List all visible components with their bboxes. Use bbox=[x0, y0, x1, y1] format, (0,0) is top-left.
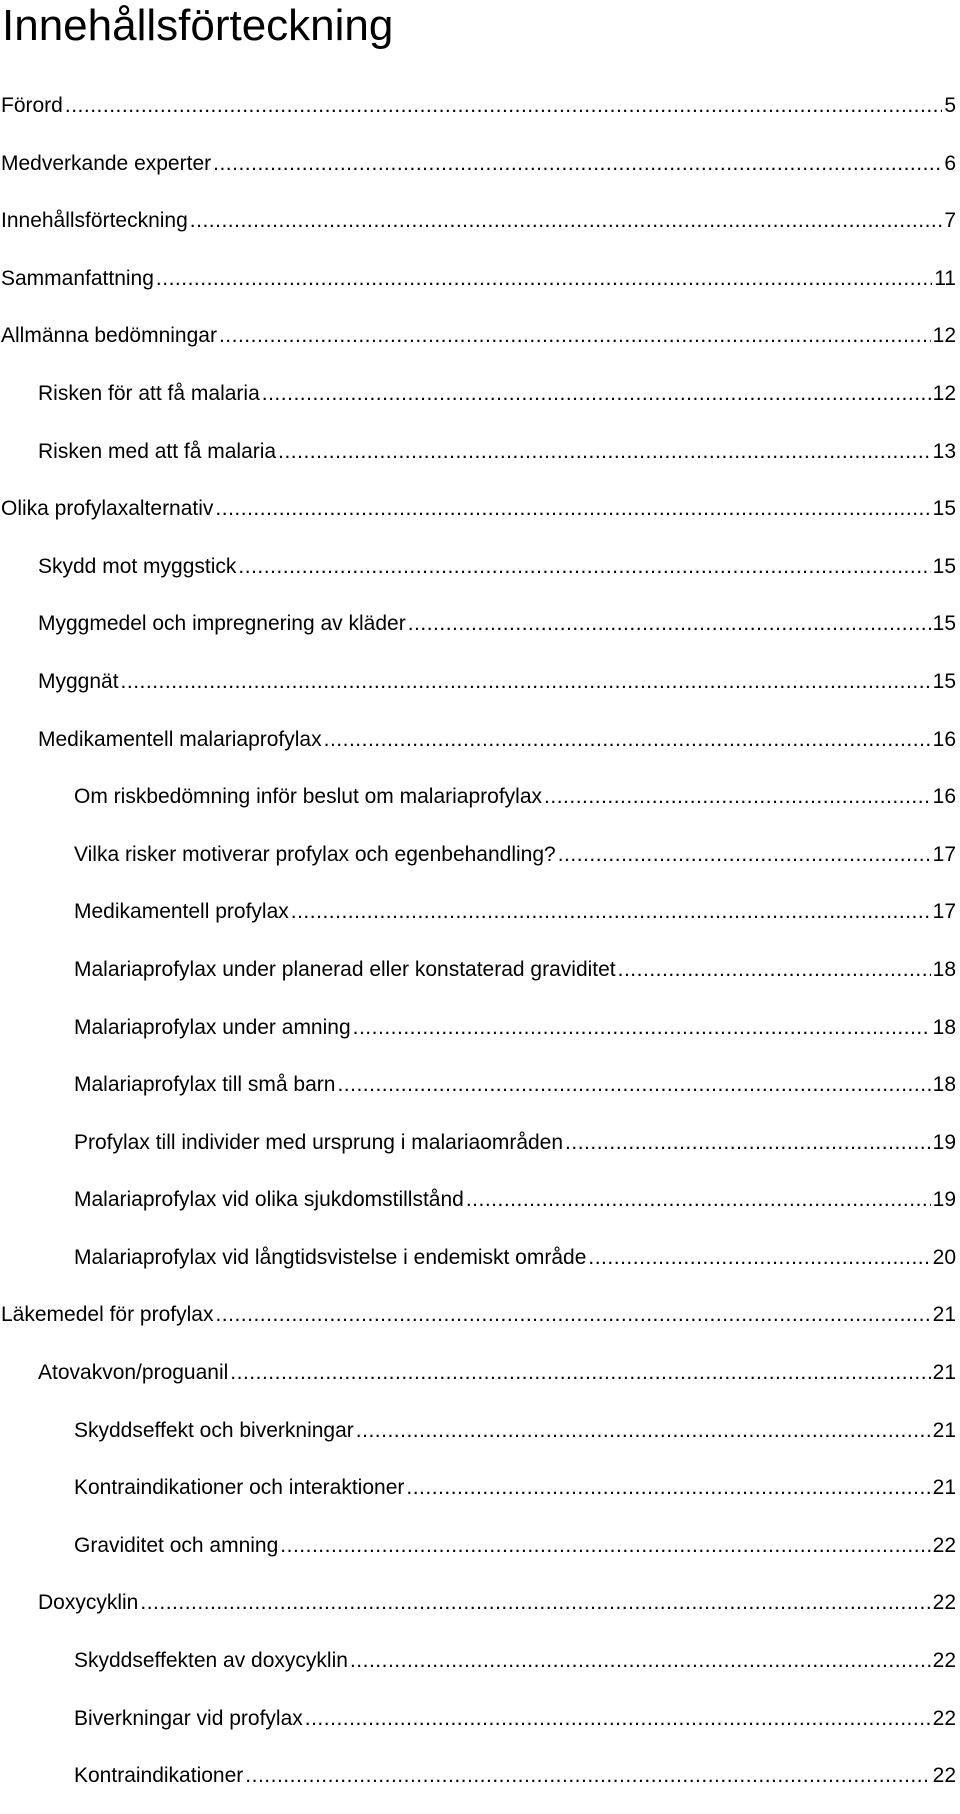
toc-entry-title: Biverkningar vid profylax bbox=[74, 1706, 303, 1730]
dot-leader bbox=[215, 1303, 930, 1327]
toc-entry[interactable] bbox=[0, 1583, 960, 1641]
toc-entry-title: Myggmedel och impregnering av kläder bbox=[38, 612, 406, 636]
toc-entry-page-number: 5 bbox=[944, 94, 956, 117]
dot-leader bbox=[466, 1188, 931, 1212]
toc-entry-page-number: 20 bbox=[932, 1245, 956, 1269]
toc-entry-page-number: 15 bbox=[932, 554, 956, 578]
dot-leader bbox=[618, 958, 931, 982]
toc-entry-title: Doxycyklin bbox=[38, 1591, 139, 1615]
toc-entry-page-number: 21 bbox=[932, 1303, 956, 1327]
toc-entry-page-number: 19 bbox=[932, 1188, 956, 1212]
toc-entry[interactable] bbox=[0, 777, 960, 835]
toc-entry[interactable] bbox=[0, 604, 960, 662]
dot-leader bbox=[353, 1016, 931, 1040]
toc-entry-title: Kontraindikationer och interaktioner bbox=[74, 1476, 405, 1500]
toc-entry-page-number: 12 bbox=[932, 381, 956, 405]
dot-leader bbox=[262, 382, 931, 406]
toc-entry-page-number: 15 bbox=[932, 497, 956, 521]
dot-leader bbox=[245, 1764, 930, 1788]
toc-entry-page-number: 18 bbox=[932, 1015, 956, 1039]
dot-leader bbox=[238, 555, 930, 579]
toc-entry[interactable] bbox=[0, 547, 960, 605]
toc-entry[interactable] bbox=[0, 1756, 960, 1814]
toc-entry[interactable] bbox=[0, 1641, 960, 1699]
toc-entry-title: Läkemedel för profylax bbox=[1, 1303, 214, 1327]
dot-leader bbox=[305, 1707, 931, 1731]
toc-entry-page-number: 16 bbox=[932, 785, 956, 809]
toc-entry[interactable] bbox=[0, 144, 960, 202]
toc-entry-title: Skyddseffekten av doxycyklin bbox=[74, 1649, 348, 1673]
toc-entry[interactable] bbox=[0, 950, 960, 1008]
page-title: Innehållsförteckning bbox=[2, 1, 394, 50]
dot-leader bbox=[280, 1534, 930, 1558]
dot-leader bbox=[140, 1591, 930, 1615]
toc-entry[interactable] bbox=[0, 892, 960, 950]
dot-leader bbox=[356, 1419, 931, 1443]
toc-entry[interactable] bbox=[0, 1065, 960, 1123]
toc-entry[interactable] bbox=[0, 201, 960, 259]
dot-leader bbox=[156, 267, 932, 291]
toc-entry[interactable] bbox=[0, 1699, 960, 1757]
dot-leader bbox=[121, 670, 931, 694]
toc-entry-page-number: 22 bbox=[932, 1591, 956, 1615]
toc-entry-title: Innehållsförteckning bbox=[1, 209, 188, 233]
dot-leader bbox=[588, 1246, 930, 1270]
dot-leader bbox=[565, 1131, 931, 1155]
toc-entry[interactable] bbox=[0, 1180, 960, 1238]
dot-leader bbox=[337, 1073, 930, 1097]
toc-entry-title: Malariaprofylax vid långtidsvistelse i endemiskt område bbox=[74, 1245, 587, 1269]
toc-entry-title: Risken för att få malaria bbox=[38, 381, 260, 405]
toc-entry-title: Kontraindikationer bbox=[74, 1764, 244, 1788]
toc-entry-page-number: 21 bbox=[932, 1476, 956, 1500]
toc-entry-page-number: 21 bbox=[932, 1361, 956, 1385]
toc-entry-page-number: 18 bbox=[932, 1073, 956, 1097]
toc-entry[interactable] bbox=[0, 720, 960, 778]
toc-entry[interactable] bbox=[0, 1008, 960, 1066]
toc-entry-title: Atovakvon/proguanil bbox=[38, 1361, 229, 1385]
toc-entry[interactable] bbox=[0, 1295, 960, 1353]
dot-leader bbox=[213, 152, 942, 176]
toc-entry-title: Skydd mot myggstick bbox=[38, 554, 237, 578]
toc-entry-title: Malariaprofylax under planerad eller konstaterad graviditet bbox=[74, 957, 616, 981]
toc-entry-title: Om riskbedömning inför beslut om malariaprofylax bbox=[74, 785, 543, 809]
dot-leader bbox=[406, 1476, 930, 1500]
toc-entry-page-number: 12 bbox=[932, 324, 956, 348]
toc-entry-page-number: 11 bbox=[934, 266, 956, 290]
toc-entry[interactable] bbox=[0, 489, 960, 547]
toc-entry[interactable] bbox=[0, 1411, 960, 1469]
toc-entry-title: Medikamentell malariaprofylax bbox=[38, 727, 322, 751]
toc-entry-title: Risken med att få malaria bbox=[38, 439, 277, 463]
toc-entry-page-number: 15 bbox=[932, 669, 956, 693]
toc-entry[interactable] bbox=[0, 374, 960, 432]
toc-entry-page-number: 18 bbox=[932, 957, 956, 981]
toc-entry-title: Sammanfattning bbox=[1, 266, 154, 290]
dot-leader bbox=[230, 1361, 930, 1385]
toc-entry-page-number: 17 bbox=[932, 900, 956, 924]
toc-entry-title: Förord bbox=[1, 94, 63, 117]
toc-entry-title: Graviditet och amning bbox=[74, 1533, 279, 1557]
dot-leader bbox=[544, 785, 931, 809]
toc-entry-title: Olika profylaxalternativ bbox=[1, 497, 214, 521]
dot-leader bbox=[408, 612, 931, 636]
toc-entry[interactable] bbox=[0, 662, 960, 720]
toc-entry[interactable] bbox=[0, 1123, 960, 1181]
toc-entry[interactable] bbox=[0, 1353, 960, 1411]
toc-entry-page-number: 21 bbox=[932, 1418, 956, 1442]
toc-entry-title: Malariaprofylax till små barn bbox=[74, 1073, 336, 1097]
toc-entry-title: Malariaprofylax vid olika sjukdomstillstånd bbox=[74, 1188, 464, 1212]
toc-entry[interactable] bbox=[0, 1526, 960, 1584]
dot-leader bbox=[558, 843, 931, 867]
toc-entry-title: Myggnät bbox=[38, 669, 119, 693]
dot-leader bbox=[65, 94, 942, 118]
dot-leader bbox=[278, 440, 931, 464]
dot-leader bbox=[324, 728, 931, 752]
toc-entry-page-number: 22 bbox=[932, 1764, 956, 1788]
toc-entry-page-number: 15 bbox=[932, 612, 956, 636]
dot-leader bbox=[291, 900, 931, 924]
toc-entry[interactable] bbox=[0, 259, 960, 317]
toc-entry-page-number: 7 bbox=[944, 209, 956, 233]
toc-entry-title: Skyddseffekt och biverkningar bbox=[74, 1418, 354, 1442]
toc-entry-page-number: 6 bbox=[944, 151, 956, 175]
table-of-contents bbox=[0, 86, 960, 1814]
toc-entry-page-number: 22 bbox=[932, 1649, 956, 1673]
dot-leader bbox=[219, 324, 931, 348]
dot-leader bbox=[190, 209, 943, 233]
dot-leader bbox=[350, 1649, 931, 1673]
toc-entry-page-number: 13 bbox=[932, 439, 956, 463]
toc-entry-title: Allmänna bedömningar bbox=[1, 324, 217, 348]
toc-entry[interactable] bbox=[0, 86, 960, 144]
toc-entry-title: Medverkande experter bbox=[1, 151, 212, 175]
dot-leader bbox=[215, 497, 930, 521]
toc-entry[interactable] bbox=[0, 1238, 960, 1296]
toc-entry-page-number: 22 bbox=[932, 1533, 956, 1557]
toc-entry[interactable] bbox=[0, 432, 960, 490]
toc-entry[interactable] bbox=[0, 316, 960, 374]
toc-entry[interactable] bbox=[0, 1468, 960, 1526]
toc-entry-title: Profylax till individer med ursprung i malariaområden bbox=[74, 1130, 564, 1154]
toc-entry-page-number: 19 bbox=[932, 1130, 956, 1154]
toc-entry[interactable] bbox=[0, 835, 960, 893]
toc-entry-title: Malariaprofylax under amning bbox=[74, 1015, 351, 1039]
toc-entry-page-number: 17 bbox=[932, 842, 956, 866]
toc-entry-page-number: 16 bbox=[932, 727, 956, 751]
toc-entry-title: Medikamentell profylax bbox=[74, 900, 289, 924]
toc-entry-page-number: 22 bbox=[932, 1706, 956, 1730]
toc-entry-title: Vilka risker motiverar profylax och egenbehandling? bbox=[74, 842, 556, 866]
